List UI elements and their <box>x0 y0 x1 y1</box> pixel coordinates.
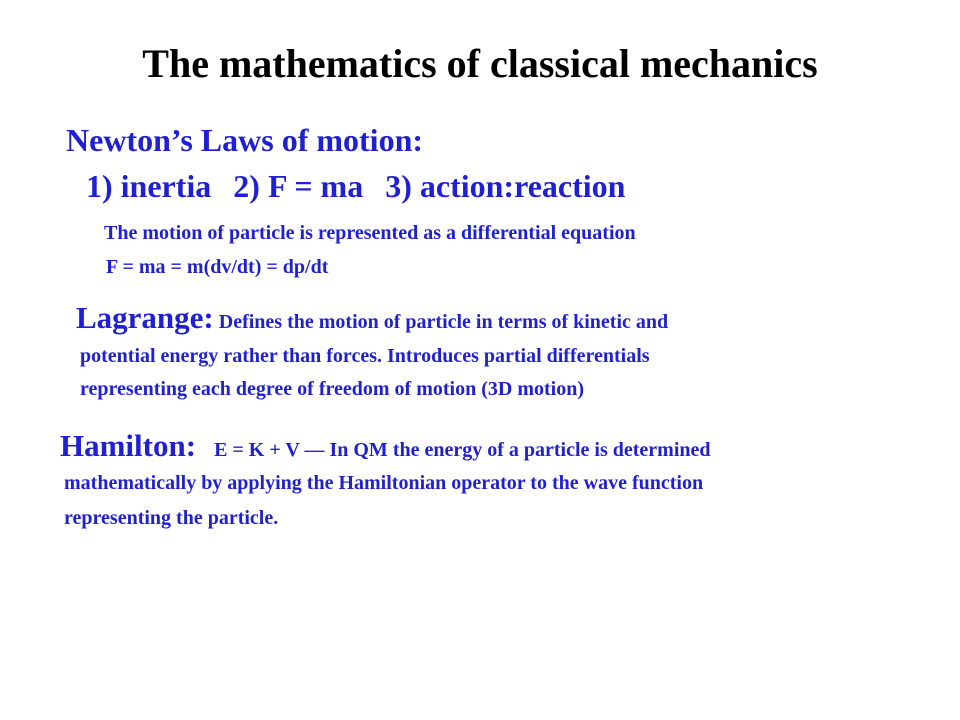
hamilton-lead: Hamilton: <box>60 428 197 463</box>
newton-equation: F = ma = m(dv/dt) = dp/dt <box>106 256 329 278</box>
lagrange-line-3: representing each degree of freedom of motion (3D motion) <box>80 378 584 400</box>
lagrange-line-2: potential energy rather than forces. Introduces partial differentials <box>80 345 650 367</box>
newton-note: The motion of particle is represented as a differential equation <box>104 222 636 244</box>
newton-law-2: 2) F = ma <box>233 168 364 204</box>
hamilton-line-2: mathematically by applying the Hamiltonian operator to the wave function <box>64 472 704 494</box>
lagrange-text-1: Defines the motion of particle in terms of kinetic and <box>218 311 669 333</box>
hamilton-line-1 <box>60 428 711 464</box>
lagrange-line-1 <box>76 300 668 336</box>
hamilton-line-3: representing the particle. <box>64 507 279 529</box>
newton-law-1: 1) inertia <box>86 168 212 204</box>
newton-laws-list <box>86 168 647 205</box>
hamilton-text-1: E = K + V — In QM the energy of a particle is determined <box>214 439 711 461</box>
newton-heading: Newton’s Laws of motion: <box>66 122 424 158</box>
newton-law-3: 3) action:reaction <box>385 168 626 204</box>
slide-title: The mathematics of classical mechanics <box>142 41 818 86</box>
lagrange-lead: Lagrange: <box>76 300 214 335</box>
